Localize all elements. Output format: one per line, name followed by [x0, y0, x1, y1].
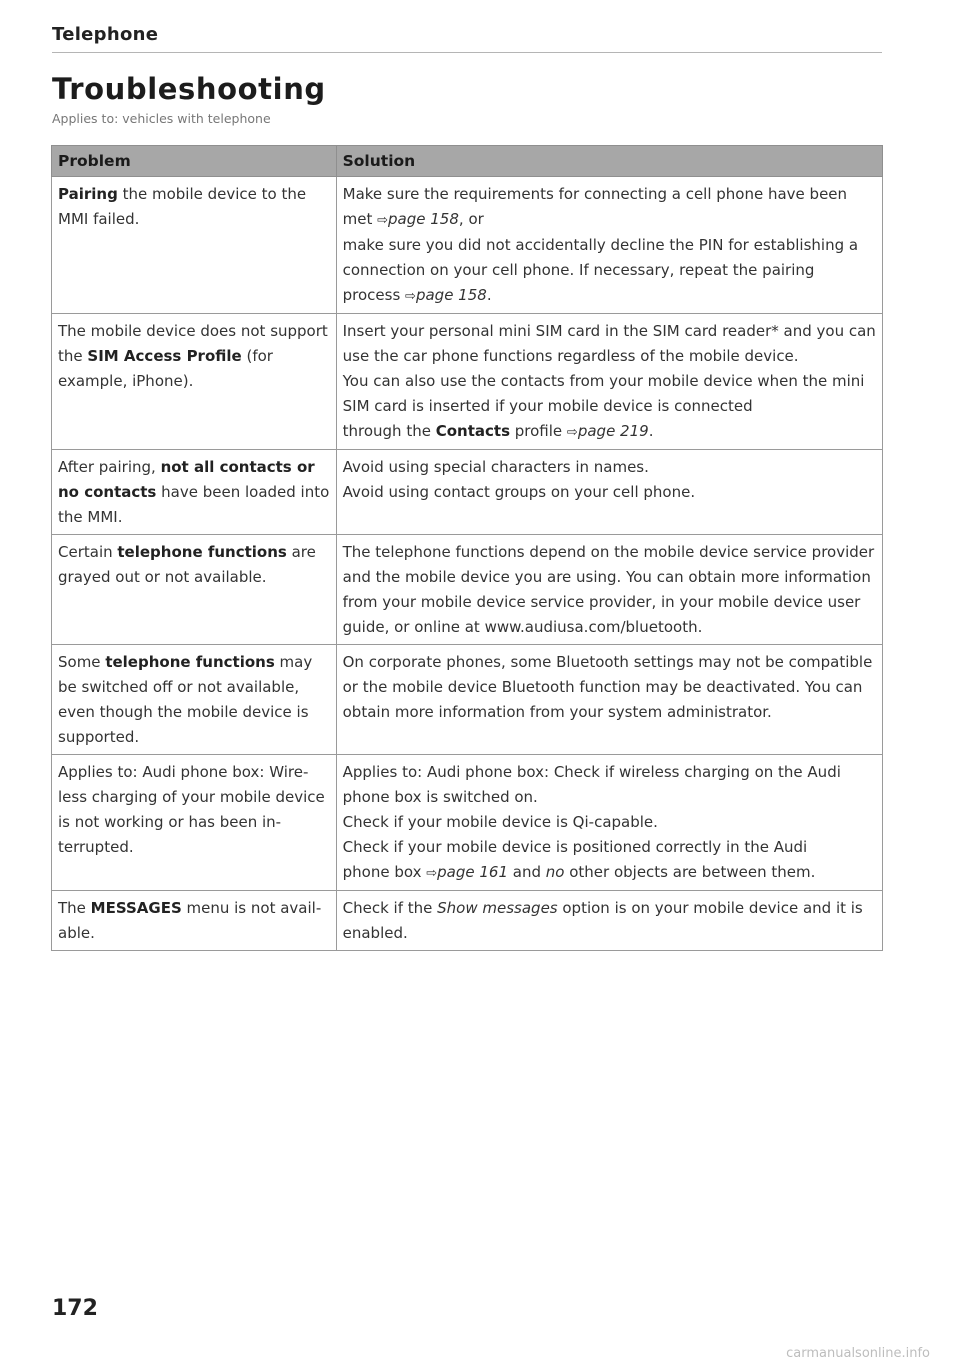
solution-cell: Make sure the requirements for connecting a cell phone have been met ⇨page 158, or make sure you did not accidentally decline the PIN for establishing a connection on your cell phone. If necessary, repeat the pairing process ⇨page 158.	[336, 177, 882, 314]
table-row	[52, 535, 883, 645]
column-header-problem: Problem	[52, 146, 337, 177]
page-title: Troubleshooting	[52, 72, 326, 106]
page-ref-arrow-icon: ⇨	[566, 425, 578, 440]
table-row	[52, 314, 883, 450]
problem-cell: The mobile device does not support the SIM Access Profile (for example, iPhone).	[52, 314, 337, 450]
problem-cell: Applies to: Audi phone box: Wireless charging of your mobile device is not working or has been interrupted.	[52, 755, 337, 891]
table-row	[52, 645, 883, 755]
solution-cell: The telephone functions depend on the mobile device service provider and the mobile device you are using. You can obtain more information from your mobile device service provider, in your mobile device user guide, or online at www.audiusa.com/bluetooth.	[336, 535, 882, 645]
table-row	[52, 755, 883, 891]
table-row	[52, 177, 883, 314]
watermark: carmanualsonline.info	[786, 1346, 930, 1361]
table-row	[52, 891, 883, 951]
solution-cell: Avoid using special characters in names. Avoid using contact groups on your cell phone.	[336, 450, 882, 535]
page-reference[interactable]: page 158	[388, 210, 459, 228]
section-header	[52, 24, 882, 53]
column-header-solution: Solution	[336, 146, 882, 177]
solution-cell: Applies to: Audi phone box: Check if wireless charging on the Audi phone box is switched on. Check if your mobile device is Qi-capable. Check if your mobile device is positioned correctly in the Audi phone box ⇨page 161 and no other objects are between them.	[336, 755, 882, 891]
page-reference[interactable]: page 219	[577, 422, 649, 440]
problem-cell: Pairing the mobile device to the MMI failed.	[52, 177, 337, 314]
solution-cell: On corporate phones, some Bluetooth settings may not be compatible or the mobile device Bluetooth function may be deactivated. You can obtain more information from your system administrator.	[336, 645, 882, 755]
table-header-row	[52, 146, 883, 177]
solution-cell: Check if the Show messages option is on your mobile device and it is enabled.	[336, 891, 882, 951]
page-reference[interactable]: page 161	[437, 863, 508, 881]
section-title: Telephone	[52, 24, 159, 45]
applies-to-note: Applies to: vehicles with telephone	[52, 111, 271, 126]
problem-cell: Some telephone functions may be switched off or not available, even though the mobile device is supported.	[52, 645, 337, 755]
problem-cell: The MESSAGES menu is not available.	[52, 891, 337, 951]
page-reference[interactable]: page 158	[415, 286, 487, 304]
page-ref-arrow-icon: ⇨	[377, 213, 389, 228]
table-row	[52, 450, 883, 535]
page-number: 172	[52, 1296, 98, 1321]
solution-cell: Insert your personal mini SIM card in the SIM card reader* and you can use the car phone functions regardless of the mobile device. You can also use the contacts from your mobile device when the mini SIM card is inserted if your mobile device is connected through the Contacts profile ⇨page 219.	[336, 314, 882, 450]
problem-cell: After pairing, not all contacts or no contacts have been loaded into the MMI.	[52, 450, 337, 535]
problem-cell: Certain telephone functions are grayed out or not available.	[52, 535, 337, 645]
troubleshooting-table	[51, 145, 883, 951]
page-ref-arrow-icon: ⇨	[426, 866, 438, 881]
page-ref-arrow-icon: ⇨	[405, 289, 416, 304]
